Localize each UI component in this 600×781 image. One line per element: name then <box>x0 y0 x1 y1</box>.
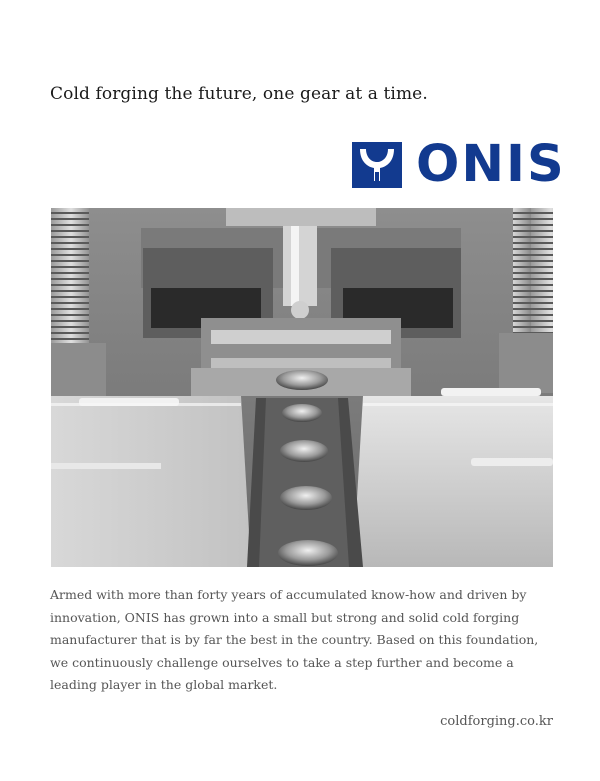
forging-machine-photo <box>51 208 553 567</box>
onis-emblem-icon <box>352 142 402 188</box>
website-link[interactable]: coldforging.co.kr <box>440 714 553 729</box>
tagline: Cold forging the future, one gear at a time. <box>50 84 428 104</box>
company-description: Armed with more than forty years of accumulated know-how and driven by innovation, ONIS has grown into a small but strong and solid cold forging manufacturer that is by far the best in the country. Based on this foundation, we continuously challenge ourselves to take a step further and become a leading player in the global market. <box>50 587 539 692</box>
onis-wordmark: ONIS <box>416 135 566 194</box>
onis-logo <box>352 135 566 194</box>
cold-forging-machine-photo <box>51 208 553 567</box>
